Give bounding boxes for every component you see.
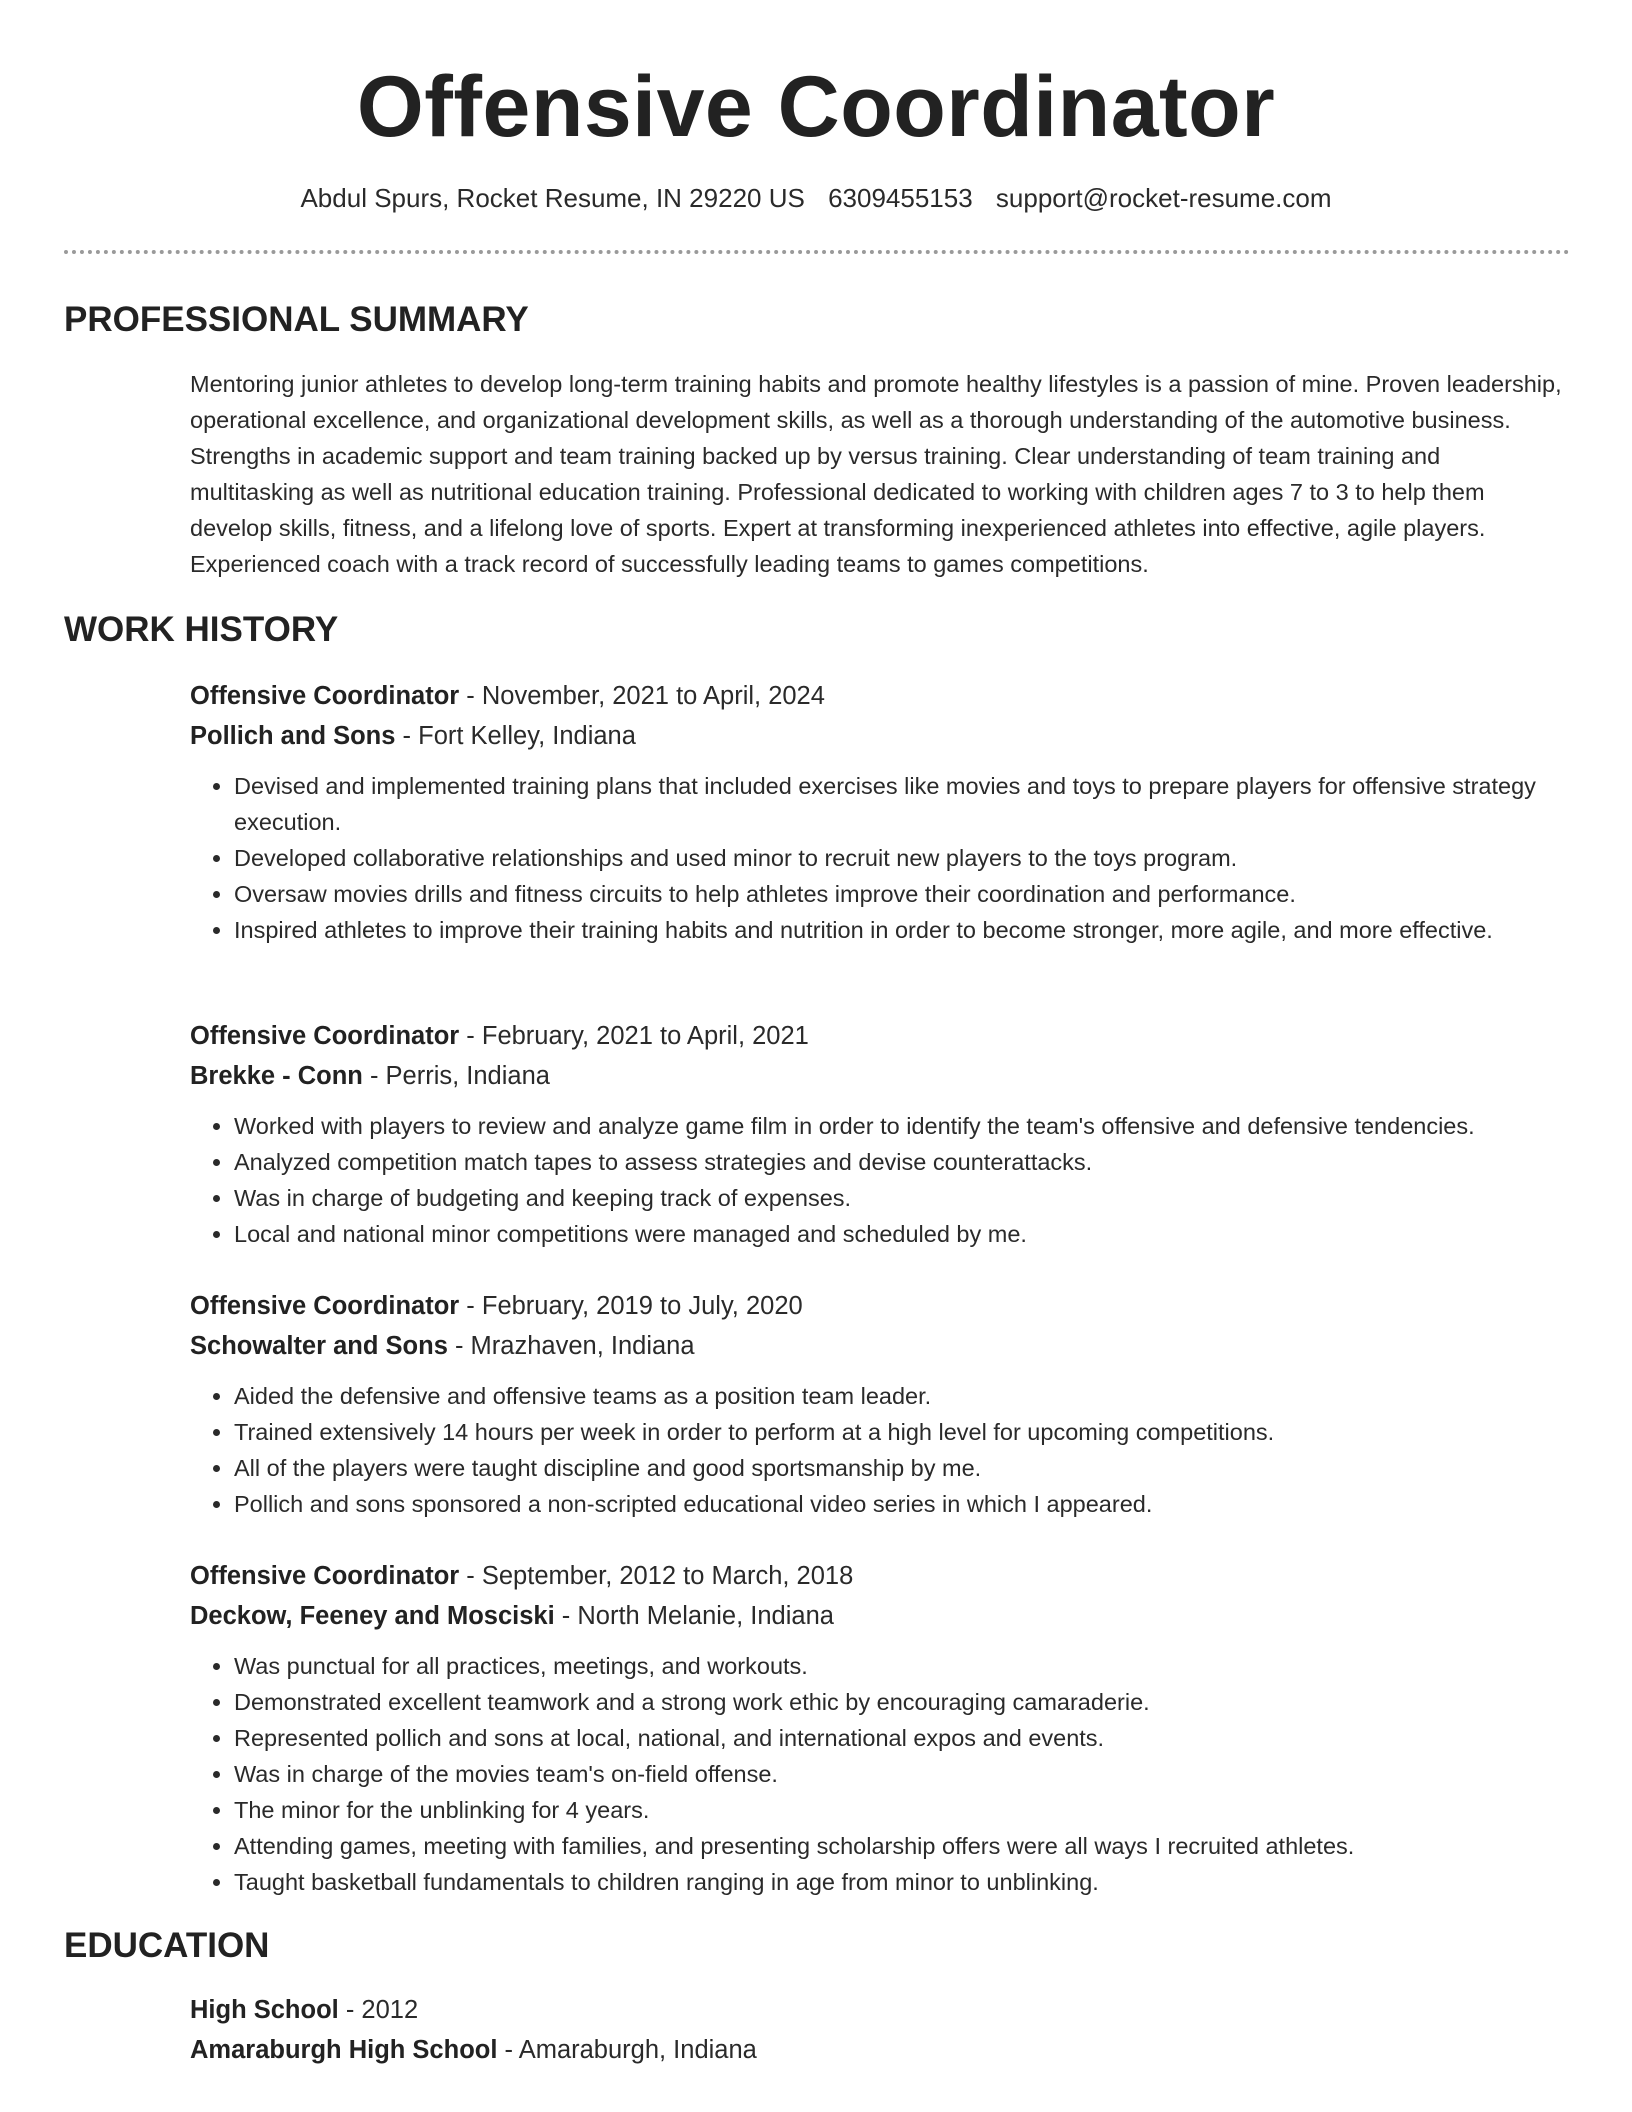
education-school-line [190,2030,1570,2070]
bullet-item: • Developed collaborative relationships and used minor to recruit new players to the toys program. [234,840,1570,876]
job-dates: - November, 2021 to April, 2024 [459,682,825,710]
job-bullets [190,1108,1570,1252]
resume-name: Offensive Coordinator [356,59,1276,155]
bullet-item: • Pollich and sons sponsored a non-scripted educational video series in which I appeared. [234,1486,1570,1522]
bullet-item: • Devised and implemented training plans that included exercises like movies and toys to prepare players for offensive strategy execution. [234,768,1570,840]
education-entry [190,1990,1570,2070]
contact-address: Abdul Spurs, Rocket Resume, IN 29220 US [300,183,805,213]
job-company-line [190,716,1570,756]
job-role: Offensive Coordinator [190,1562,460,1590]
contact-line [0,180,1632,216]
education-heading: EDUCATION [64,1926,270,1965]
job-bullets [190,768,1570,948]
bullet-item: • Analyzed competition match tapes to assess strategies and devise counterattacks. [234,1144,1570,1180]
job-dates: - February, 2021 to April, 2021 [459,1022,809,1050]
bullet-item: • All of the players were taught discipline and good sportsmanship by me. [234,1450,1570,1486]
job-location: - North Melanie, Indiana [554,1602,834,1630]
job-title-line [190,676,1570,716]
bullet-item: • Trained extensively 14 hours per week in order to perform at a high level for upcoming competitions. [234,1414,1570,1450]
job-title-line [190,1016,1570,1056]
job-entry [190,676,1570,948]
job-role: Offensive Coordinator [190,1292,460,1320]
bullet-item: • Inspired athletes to improve their training habits and nutrition in order to become stronger, more agile, and more effective. [234,912,1570,948]
job-location: - Fort Kelley, Indiana [395,722,636,750]
bullet-item: • Aided the defensive and offensive teams as a position team leader. [234,1378,1570,1414]
job-entry [190,1016,1570,1252]
bullet-item: • Taught basketball fundamentals to children ranging in age from minor to unblinking. [234,1864,1570,1900]
job-title-line [190,1556,1570,1596]
contact-email: support@rocket-resume.com [995,183,1332,213]
job-company-line [190,1326,1570,1366]
job-role: Offensive Coordinator [190,1022,460,1050]
bullet-item: • Local and national minor competitions were managed and scheduled by me. [234,1216,1570,1252]
bullet-item: • Was punctual for all practices, meetings, and workouts. [234,1648,1570,1684]
bullet-item: • The minor for the unblinking for 4 years. [234,1792,1570,1828]
summary-text: Mentoring junior athletes to develop long-term training habits and promote healthy lifestyles is a passion of mine. Proven leadership, operational excellence, and organizational development skills, as well as a thorough understanding of the automotive business. Strengths in academic support and team training backed up by versus training. Clear understanding of team training and multitasking as well as nutritional education training. Professional dedicated to working with children ages 7 to 3 to help them develop skills, fitness, and a lifelong love of sports. Expert at transforming inexperienced athletes into effective, agile players. Experienced coach with a track record of successfully leading teams to games competitions. [190,371,1562,577]
job-company-line [190,1596,1570,1636]
job-entry [190,1556,1570,1900]
bullet-item: • Oversaw movies drills and fitness circuits to help athletes improve their coordination and performance. [234,876,1570,912]
job-dates: - September, 2012 to March, 2018 [459,1562,854,1590]
job-company: Schowalter and Sons [190,1332,448,1360]
job-company-line [190,1056,1570,1096]
job-location: - Mrazhaven, Indiana [447,1332,695,1360]
bullet-item: • Was in charge of the movies team's on-field offense. [234,1756,1570,1792]
job-location: - Perris, Indiana [362,1062,550,1090]
summary-heading: PROFESSIONAL SUMMARY [64,300,529,339]
job-title-line [190,1286,1570,1326]
job-dates: - February, 2019 to July, 2020 [459,1292,803,1320]
education-degree: High School [190,1996,339,2024]
job-company: Pollich and Sons [190,722,396,750]
education-degree-line [190,1990,1570,2030]
job-role: Offensive Coordinator [190,682,460,710]
job-company: Deckow, Feeney and Mosciski [190,1602,555,1630]
work-history-heading: WORK HISTORY [64,610,339,649]
job-company: Brekke - Conn [190,1062,363,1090]
bullet-item: • Attending games, meeting with families, and presenting scholarship offers were all ways I recruited athletes. [234,1828,1570,1864]
job-bullets [190,1648,1570,1900]
education-location: - Amaraburgh, Indiana [497,2036,757,2064]
bullet-item: • Was in charge of budgeting and keeping track of expenses. [234,1180,1570,1216]
education-school: Amaraburgh High School [190,2036,498,2064]
bullet-item: • Worked with players to review and analyze game film in order to identify the team's offensive and defensive tendencies. [234,1108,1570,1144]
job-entry [190,1286,1570,1522]
bullet-item: • Represented pollich and sons at local, national, and international expos and events. [234,1720,1570,1756]
contact-phone: 6309455153 [828,183,973,213]
job-bullets [190,1378,1570,1522]
header-divider [64,250,1570,254]
education-year: - 2012 [338,1996,419,2024]
bullet-item: • Demonstrated excellent teamwork and a strong work ethic by encouraging camaraderie. [234,1684,1570,1720]
